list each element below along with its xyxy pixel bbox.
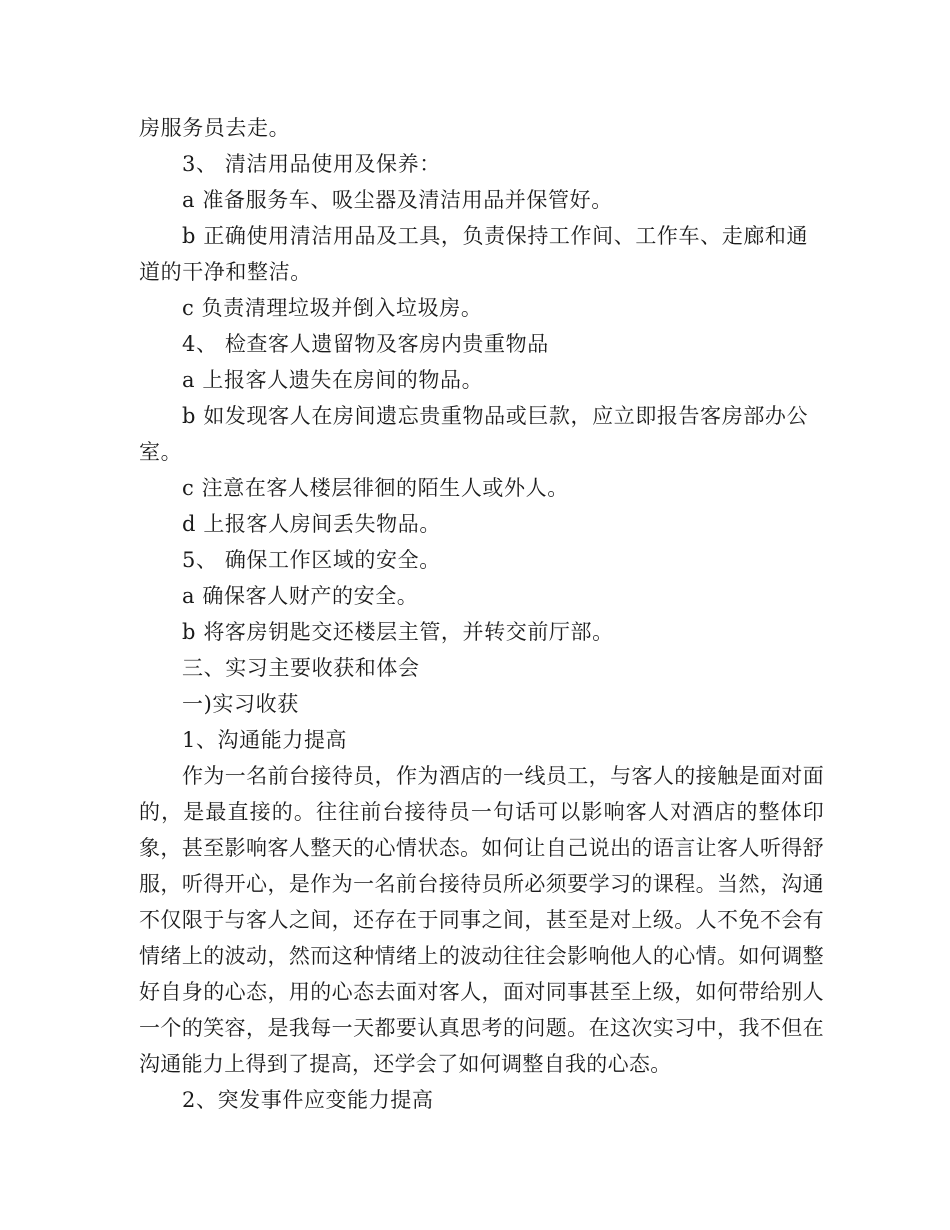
section-heading: 2、突发事件应变能力提高 [182,1088,434,1112]
section-heading: 4、 检查客人遗留物及客房内贵重物品 [182,332,549,356]
text-line: 房服务员去走。 [139,116,291,140]
chapter-heading: 三、实习主要收获和体会 [182,656,420,680]
section-heading: 1、沟通能力提高 [182,728,348,752]
list-item: a 确保客人财产的安全。 [182,584,419,608]
list-item: b 将客房钥匙交还楼层主管，并转交前厅部。 [182,620,614,644]
text-line: 道的干净和整洁。 [139,260,312,284]
list-item: b 正确使用清洁用品及工具，负责保持工作间、工作车、走廊和通 [182,224,809,248]
list-item: a 上报客人遗失在房间的物品。 [182,368,484,392]
text-line: 室。 [139,440,183,464]
subsection-heading: 一)实习收获 [182,692,299,716]
body-paragraph: 作为一名前台接待员，作为酒店的一线员工，与客人的接触是面对面的，是最直接的。往往前台接待员一句话可以影响客人对酒店的整体印象，甚至影响客人整天的心情状态。如何让自己说出的语言让客人听得舒服，听得开心，是作为一名前台接待员所必须要学习的课程。当然，沟通不仅限于与客人之间，还存在于同事之间，甚至是对上级。人不免不会有情绪上的波动，然而这种情绪上的波动往往会影响他人的心情。如何调整好自身的心态，用的心态去面对客人，面对同事甚至上级，如何带给别人一个的笑容，是我每一天都要认真思考的问题。在这次实习中，我不但在沟通能力上得到了提高，还学会了如何调整自我的心态。 [139,764,824,1076]
list-item: b 如发现客人在房间遗忘贵重物品或巨款，应立即报告客房部办公 [182,404,809,428]
list-item: c 注意在客人楼层徘徊的陌生人或外人。 [182,476,569,500]
list-item: c 负责清理垃圾并倒入垃圾房。 [182,296,483,320]
section-heading: 5、 确保工作区域的安全。 [182,548,441,572]
document-page [139,110,824,1118]
list-item: d 上报客人房间丢失物品。 [182,512,441,536]
section-heading: 3、 清洁用品使用及保养： [182,152,441,176]
list-item: a 准备服务车、吸尘器及清洁用品并保管好。 [182,188,613,212]
